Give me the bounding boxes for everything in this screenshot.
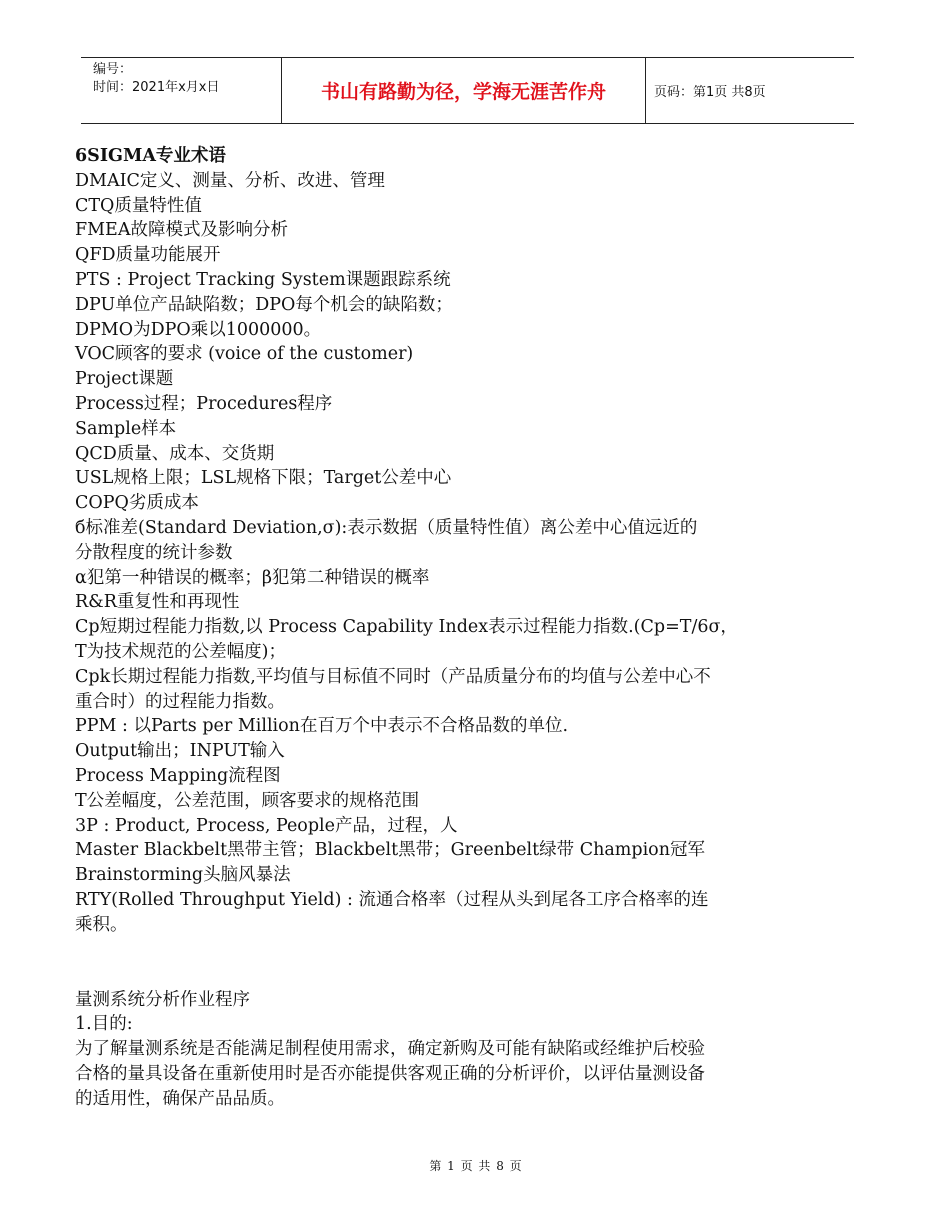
glossary-line: R&R重复性和再现性 <box>75 592 240 613</box>
glossary-line: 乘积。 <box>75 914 128 935</box>
glossary-line: Output输出；INPUT输入 <box>75 741 285 762</box>
msa-line: 的适用性，确保产品品质。 <box>75 1088 285 1109</box>
glossary-line: DMAIC定义、测量、分析、改进、管理 <box>75 170 385 191</box>
glossary-line: PTS : Project Tracking System课题跟踪系统 <box>75 269 451 290</box>
msa-line: 1.目的: <box>75 1014 133 1035</box>
header-meta <box>81 58 293 123</box>
header-page-info: 页码：第1页 共8页 <box>654 85 766 100</box>
glossary-line: VOC顾客的要求 (voice of the customer) <box>75 344 414 365</box>
glossary-line: Master Blackbelt黑带主管；Blackbelt黑带；Greenbelt绿带 Champion冠军 <box>75 840 705 861</box>
glossary-list <box>75 169 865 938</box>
glossary-line: Cp短期过程能力指数,以 Process Capability Index表示过程能力指数.(Cp=T/6σ， <box>75 617 738 638</box>
glossary-line: DPU单位产品缺陷数；DPO每个机会的缺陷数； <box>75 294 453 315</box>
glossary-line: T公差幅度，公差范围，顾客要求的规格范围 <box>75 790 420 811</box>
glossary-line: RTY(Rolled Throughput Yield) : 流通合格率（过程从头到尾各工序合格率的连 <box>75 889 709 910</box>
msa-line: 为了解量测系统是否能满足制程使用需求，确定新购及可能有缺陷或经维护后校验 <box>75 1039 705 1060</box>
section-spacer <box>75 938 865 988</box>
glossary-line: 重合时）的过程能力指数。 <box>75 691 285 712</box>
glossary-line: α犯第一种错误的概率；β犯第二种错误的概率 <box>75 567 430 588</box>
glossary-line: 分散程度的统计参数 <box>75 542 233 563</box>
glossary-line: Brainstorming头脑风暴法 <box>75 865 291 886</box>
header-motto: 书山有路勤为径，学海无涯苦作舟 <box>320 81 606 103</box>
glossary-line: Sample样本 <box>75 418 177 439</box>
glossary-line: USL规格上限；LSL规格下限；Target公差中心 <box>75 468 452 489</box>
glossary-line: COPQ劣质成本 <box>75 493 199 514</box>
glossary-line: Process过程；Procedures程序 <box>75 393 333 414</box>
msa-section <box>75 1012 865 1111</box>
msa-title: 量测系统分析作业程序 <box>75 989 250 1010</box>
glossary-line: Project课题 <box>75 369 174 390</box>
glossary-line: QCD质量、成本、交货期 <box>75 443 275 464</box>
glossary-line: Process Mapping流程图 <box>75 765 281 786</box>
glossary-line: б标准差(Standard Deviation,σ):表示数据（质量特性值）离公差中心值远近的 <box>75 517 698 538</box>
document-number-label: 编号： <box>93 62 133 77</box>
header-motto-cell <box>281 58 646 123</box>
glossary-title: 6SIGMA专业术语 <box>75 146 226 166</box>
document-time-label: 时间：2021年x月x日 <box>93 80 220 95</box>
document-body <box>75 144 865 1111</box>
glossary-line: FMEA故障模式及影响分析 <box>75 220 288 241</box>
glossary-line: DPMO为DPO乘以1000000。 <box>75 319 322 340</box>
page-header <box>81 57 854 124</box>
glossary-line: CTQ质量特性值 <box>75 195 202 216</box>
glossary-line: PPM : 以Parts per Million在百万个中表示不合格品数的单位. <box>75 716 569 737</box>
msa-line: 合格的量具设备在重新使用时是否亦能提供客观正确的分析评价，以评估量测设备 <box>75 1063 705 1084</box>
glossary-line: 3P : Product, Process, People产品，过程，人 <box>75 815 458 836</box>
glossary-line: Cpk长期过程能力指数,平均值与目标值不同时（产品质量分布的均值与公差中心不 <box>75 666 711 687</box>
glossary-line: QFD质量功能展开 <box>75 245 221 266</box>
glossary-line: T为技术规范的公差幅度)； <box>75 641 286 662</box>
page-footer: 第 1 页 共 8 页 <box>429 1159 523 1173</box>
